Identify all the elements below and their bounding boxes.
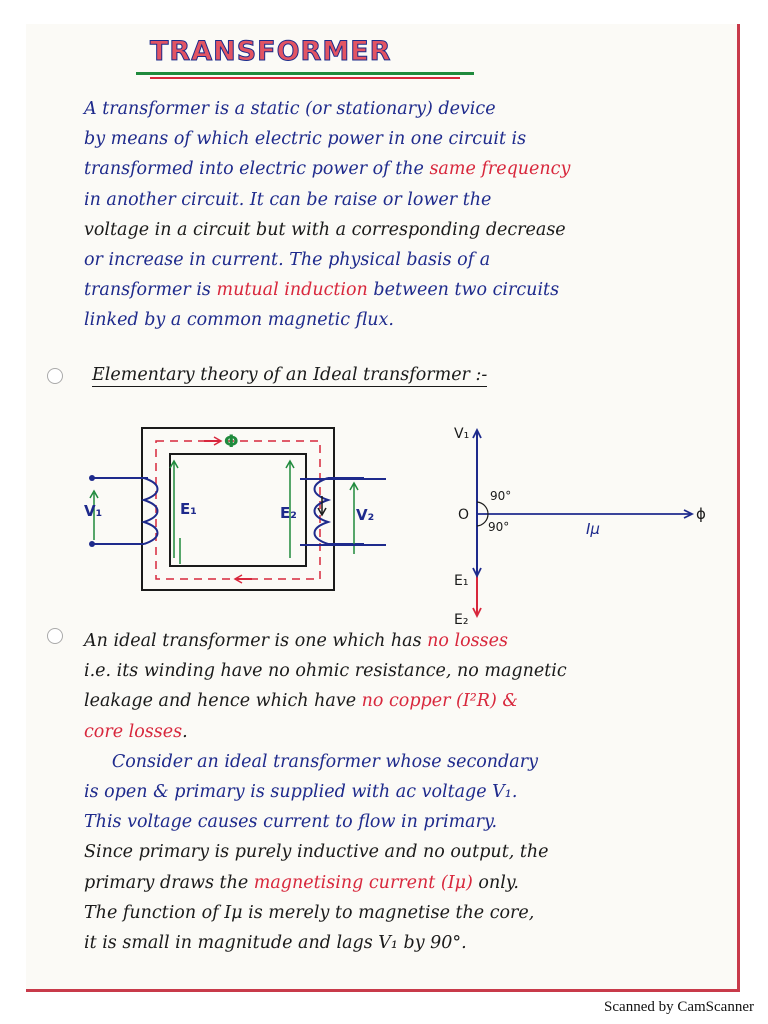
text-run: i.e. its winding have no ohmic resistance, no magnetic <box>84 661 567 682</box>
intro-line <box>84 245 734 275</box>
intro-line <box>84 94 734 124</box>
phasor-e1-label: E₁ <box>454 573 469 589</box>
body-line <box>84 898 734 928</box>
phasor-e2-label: E₂ <box>454 612 469 628</box>
e1-label: E₁ <box>180 500 197 518</box>
text-run: An ideal transformer is one which has <box>84 631 428 651</box>
text-run: core losses <box>84 721 183 742</box>
text-run: transformed into electric power of the <box>84 159 430 180</box>
title-underline <box>150 77 460 79</box>
title-underline <box>136 72 474 75</box>
intro-paragraph <box>84 94 734 336</box>
text-run: no copper (I²R) & <box>361 691 518 712</box>
text-run: linked by a common magnetic flux. <box>84 310 394 331</box>
text-run: The function of Iμ is merely to magnetise the core, <box>84 902 535 923</box>
text-run: by means of which electric power in one circuit is <box>84 129 527 150</box>
phasor-diagram <box>440 418 710 628</box>
body-line <box>84 626 734 656</box>
text-run: it is small in magnitude and lags V₁ by 90°. <box>84 933 467 954</box>
intro-line <box>84 154 734 184</box>
v1-label: V₁ <box>84 502 103 520</box>
text-run: A transformer is a static (or stationary) device <box>84 99 496 119</box>
text-run: no losses <box>427 631 508 651</box>
text-run: or increase in current. The physical basis of a <box>84 250 491 271</box>
section-heading: Elementary theory of an Ideal transformer :- <box>92 365 488 385</box>
punch-hole <box>47 368 63 384</box>
secondary-lead <box>300 478 386 480</box>
text-run: only. <box>472 872 519 893</box>
transformer-diagram <box>84 418 364 603</box>
page-title: TRANSFORMER <box>150 36 392 67</box>
body-line <box>84 747 734 777</box>
body-line <box>84 777 734 807</box>
text-run: between two circuits <box>367 280 560 301</box>
text-run: transformer is <box>84 280 217 301</box>
punch-hole <box>47 628 63 644</box>
text-run: mutual induction <box>216 280 368 301</box>
angle-top-label: 90° <box>490 489 512 503</box>
angle-bottom-label: 90° <box>488 520 510 534</box>
flux-label: Φ <box>224 432 239 452</box>
text-run: is open & primary is supplied with ac voltage V₁. <box>84 782 518 803</box>
body-line <box>84 717 734 747</box>
intro-line <box>84 215 734 245</box>
text-run: same frequency <box>429 159 571 180</box>
origin-label: O <box>458 507 470 523</box>
text-run: . <box>182 721 188 742</box>
text-run: voltage in a circuit but with a corresponding decrease <box>84 219 566 240</box>
body-line <box>84 656 734 686</box>
scanner-watermark: Scanned by CamScanner <box>604 999 754 1015</box>
e2-label: E₂ <box>280 504 297 522</box>
secondary-lead <box>300 544 386 546</box>
text-run: Consider an ideal transformer whose secondary <box>84 751 538 772</box>
body-line <box>84 807 734 837</box>
text-run: leakage and hence which have <box>84 691 362 712</box>
body-line <box>84 928 734 958</box>
text-run: Since primary is purely inductive and no output, the <box>84 842 549 863</box>
body-paragraph <box>84 626 734 958</box>
body-line <box>84 837 734 867</box>
text-run: magnetising current (Iμ) <box>253 872 473 893</box>
text-run: primary draws the <box>84 872 254 893</box>
text-run: in another circuit. It can be raise or lower the <box>84 189 492 210</box>
intro-line <box>84 275 734 305</box>
phasor-v1-label: V₁ <box>454 426 470 442</box>
iu-label: Iμ <box>586 520 600 538</box>
phi-label: ϕ <box>696 505 706 523</box>
intro-line <box>84 185 734 215</box>
body-line <box>84 868 734 898</box>
v2-label: V₂ <box>356 506 375 524</box>
intro-line <box>84 305 734 335</box>
intro-line <box>84 124 734 154</box>
text-run: This voltage causes current to flow in primary. <box>84 812 498 833</box>
body-line <box>84 686 734 716</box>
